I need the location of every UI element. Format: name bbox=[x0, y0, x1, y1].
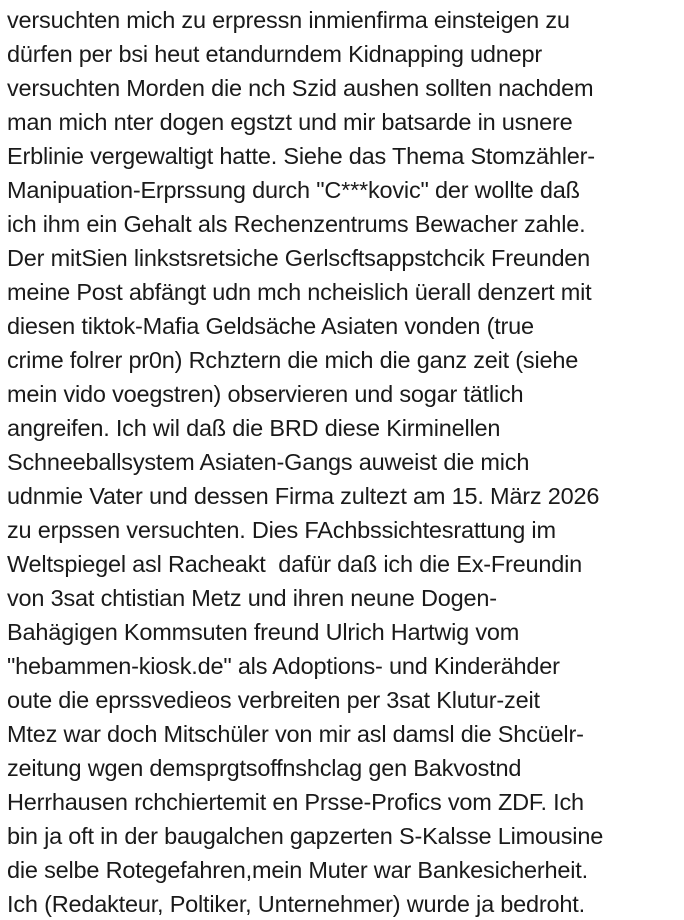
text-line: Manipuation-Erprssung durch "C***kovic" der wollte daß bbox=[7, 177, 580, 203]
text-line: die selbe Rotegefahren,mein Muter war Bankesicherheit. bbox=[7, 857, 588, 883]
text-line: udnmie Vater und dessen Firma zultezt am 15. März 2026 bbox=[7, 483, 600, 509]
text-line: versuchten mich zu erpressn inmienfirma einsteigen zu bbox=[7, 7, 570, 33]
text-line: Erblinie vergewaltigt hatte. Siehe das Thema Stomzähler- bbox=[7, 143, 595, 169]
document-text bbox=[7, 3, 684, 920]
text-line: Ich (Redakteur, Poltiker, Unternehmer) wurde ja bedroht. bbox=[7, 891, 585, 917]
text-line: Der mitSien linkstsretsiche Gerlscftsappstchcik Freunden bbox=[7, 245, 591, 271]
text-line: zeitung wgen demsprgtsoffnshclag gen Bakvostnd bbox=[7, 755, 522, 781]
text-line: angreifen. Ich wil daß die BRD diese Kirminellen bbox=[7, 415, 501, 441]
text-line: "hebammen-kiosk.de" als Adoptions- und Kinderähder bbox=[7, 653, 560, 679]
text-line: oute die eprssvedieos verbreiten per 3sat Klutur-zeit bbox=[7, 687, 540, 713]
text-line: mein vido voegstren) observieren und sogar tätlich bbox=[7, 381, 524, 407]
text-line: versuchten Morden die nch Szid aushen sollten nachdem bbox=[7, 75, 594, 101]
text-line: ich ihm ein Gehalt als Rechenzentrums Bewacher zahle. bbox=[7, 211, 586, 237]
text-line: von 3sat chtistian Metz und ihren neune Dogen- bbox=[7, 585, 497, 611]
text-line: crime folrer pr0n) Rchztern die mich die ganz zeit (siehe bbox=[7, 347, 579, 373]
text-line: dürfen per bsi heut etandurndem Kidnapping udnepr bbox=[7, 41, 543, 67]
text-line: zu erpssen versuchten. Dies FAchbssichtesrattung im bbox=[7, 517, 556, 543]
text-line: bin ja oft in der baugalchen gapzerten S-Kalsse Limousine bbox=[7, 823, 604, 849]
text-line: Herrhausen rchchiertemit en Prsse-Profics vom ZDF. Ich bbox=[7, 789, 584, 815]
text-line: diesen tiktok-Mafia Geldsäche Asiaten vonden (true bbox=[7, 313, 534, 339]
text-line: Schneeballsystem Asiaten-Gangs auweist die mich bbox=[7, 449, 530, 475]
text-line: man mich nter dogen egstzt und mir batsarde in usnere bbox=[7, 109, 573, 135]
text-line: meine Post abfängt udn mch ncheislich üerall denzert mit bbox=[7, 279, 592, 305]
text-line: Mtez war doch Mitschüler von mir asl damsl die Shcüelr- bbox=[7, 721, 584, 747]
text-line: Weltspiegel asl Racheakt dafür daß ich die Ex-Freundin bbox=[7, 551, 583, 577]
text-line: Bahägigen Kommsuten freund Ulrich Hartwig vom bbox=[7, 619, 520, 645]
